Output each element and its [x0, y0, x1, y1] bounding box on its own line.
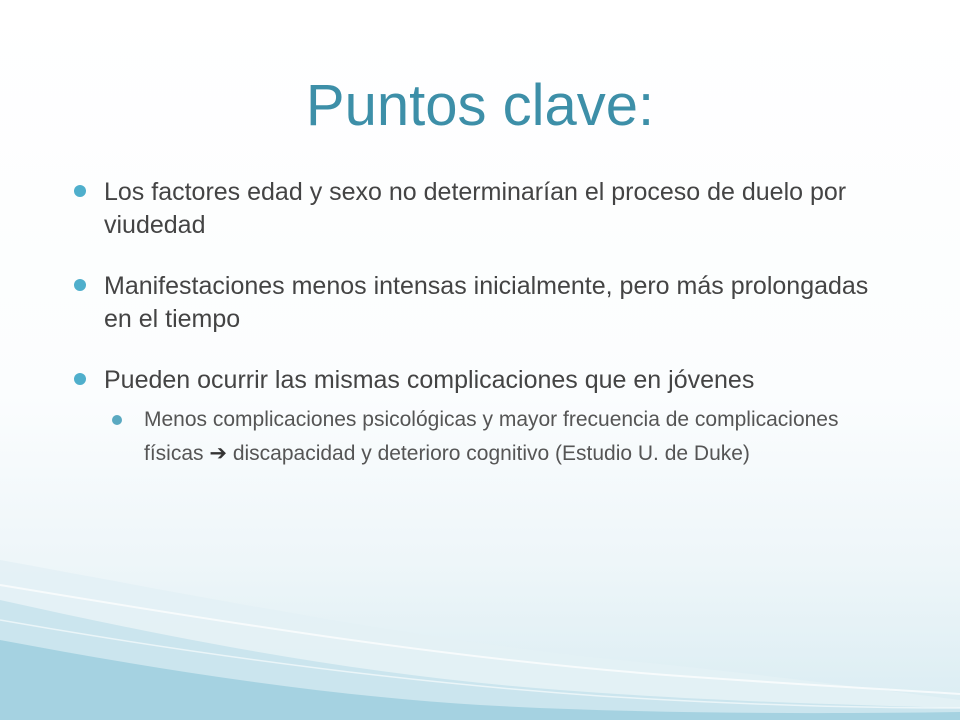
bullet-dot-icon	[74, 185, 86, 197]
bullet-text: Los factores edad y sexo no determinarían el proceso de duelo por viudedad	[104, 178, 847, 239]
bullet-dot-icon	[74, 373, 86, 385]
sub-bullet-text-before: Menos complicaciones psicológicas y mayor frecuencia de complicaciones físicas	[144, 408, 839, 465]
bullet-text: Manifestaciones menos intensas inicialmente, pero más prolongadas en el tiempo	[104, 272, 869, 333]
bullet-text: Pueden ocurrir las mismas complicaciones que en jóvenes	[104, 366, 755, 394]
sub-bullet-dot-icon	[112, 415, 122, 425]
sub-bullet-text-after: discapacidad y deterioro cognitivo (Estudio U. de Duke)	[232, 442, 750, 465]
slide-title: Puntos clave:	[305, 73, 655, 138]
bullet-item	[72, 270, 892, 336]
arrow-right-icon: ➔	[209, 442, 227, 465]
bullet-item	[72, 364, 892, 397]
sub-bullet-item	[112, 403, 892, 471]
slide-body	[72, 176, 892, 471]
bullet-item	[72, 176, 892, 242]
bullet-dot-icon	[74, 279, 86, 291]
